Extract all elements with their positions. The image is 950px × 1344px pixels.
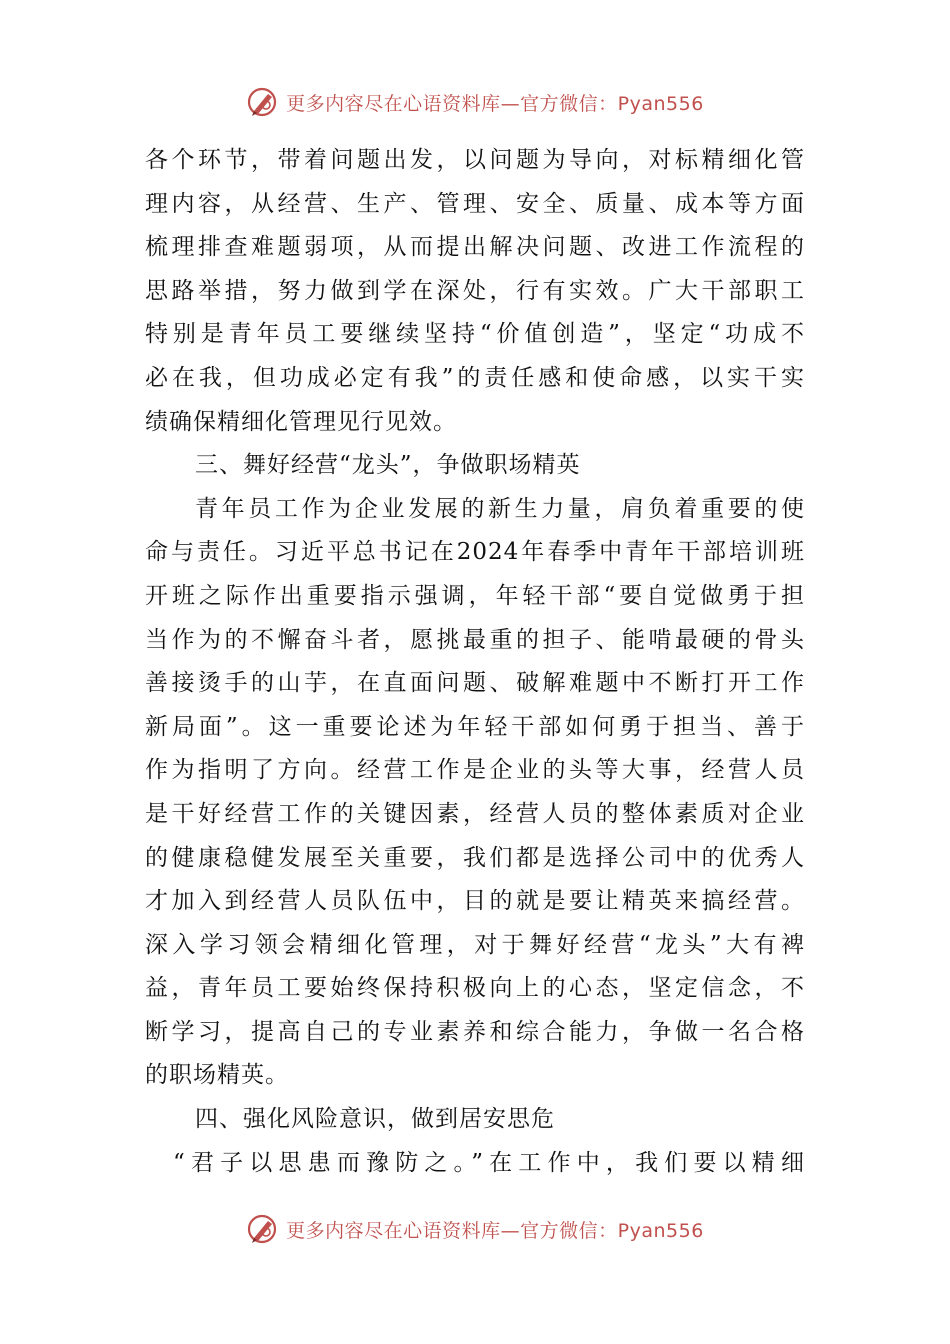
paragraph-line: 断学习，提高自己的专业素养和综合能力，争做一名合格 xyxy=(145,1018,805,1045)
section-heading: 三、舞好经营“龙头”，争做职场精英 xyxy=(195,452,581,479)
paragraph-line: 开班之际作出重要指示强调，年轻干部“要自觉做勇于担 xyxy=(145,582,805,609)
paragraph-line: 各个环节，带着问题出发，以问题为导向，对标精细化管 xyxy=(145,147,805,173)
paragraph-line: 梳理排查难题弱项，从而提出解决问题、改进工作流程的 xyxy=(145,234,805,261)
section-heading: 四、强化风险意识，做到居安思危 xyxy=(195,1106,555,1133)
banner-text: 更多内容尽在心语资料库—官方微信：Pyan556 xyxy=(286,1219,704,1242)
paragraph-line: 的健康稳健发展至关重要，我们都是选择公司中的优秀人 xyxy=(145,844,805,871)
paragraph-line: 才加入到经营人员队伍中，目的就是要让精英来搞经营。 xyxy=(145,888,805,915)
paragraph-line: 作为指明了方向。经营工作是企业的头等大事，经营人员 xyxy=(145,757,805,784)
paragraph-line: 命与责任。习近平总书记在2024年春季中青年干部培训班 xyxy=(145,539,805,566)
paragraph-line: 理内容，从经营、生产、管理、安全、质量、成本等方面 xyxy=(145,190,805,217)
footer-banner xyxy=(0,1209,950,1249)
paragraph-line: 是干好经营工作的关键因素，经营人员的整体素质对企业 xyxy=(145,800,805,827)
paragraph-line: 必在我，但功成必定有我”的责任感和使命感，以实干实 xyxy=(145,364,805,391)
header-banner xyxy=(0,82,950,122)
paragraph-line: 青年员工作为企业发展的新生力量，肩负着重要的使 xyxy=(195,495,805,522)
pen-logo-icon xyxy=(246,85,280,119)
paragraph-line: “君子以思患而豫防之。”在工作中，我们要以精细 xyxy=(173,1149,805,1176)
pen-logo-icon xyxy=(246,1212,280,1246)
paragraph-line: 益，青年员工要始终保持积极向上的心态，坚定信念，不 xyxy=(145,975,805,1002)
paragraph-line: 绩确保精细化管理见行见效。 xyxy=(145,408,457,435)
paragraph-line: 的职场精英。 xyxy=(145,1062,289,1089)
paragraph-line: 新局面”。这一重要论述为年轻干部如何勇于担当、善于 xyxy=(145,713,805,740)
document-body xyxy=(145,139,805,1185)
paragraph-line: 善接烫手的山芋，在直面问题、破解难题中不断打开工作 xyxy=(145,670,805,697)
paragraph-line: 当作为的不懈奋斗者，愿挑最重的担子、能啃最硬的骨头 xyxy=(145,626,805,653)
paragraph-line: 特别是青年员工要继续坚持“价值创造”，坚定“功成不 xyxy=(145,321,805,348)
banner-text: 更多内容尽在心语资料库—官方微信：Pyan556 xyxy=(286,92,704,115)
paragraph-line: 深入学习领会精细化管理，对于舞好经营“龙头”大有裨 xyxy=(145,931,805,958)
paragraph-line: 思路举措，努力做到学在深处，行有实效。广大干部职工 xyxy=(145,277,805,304)
